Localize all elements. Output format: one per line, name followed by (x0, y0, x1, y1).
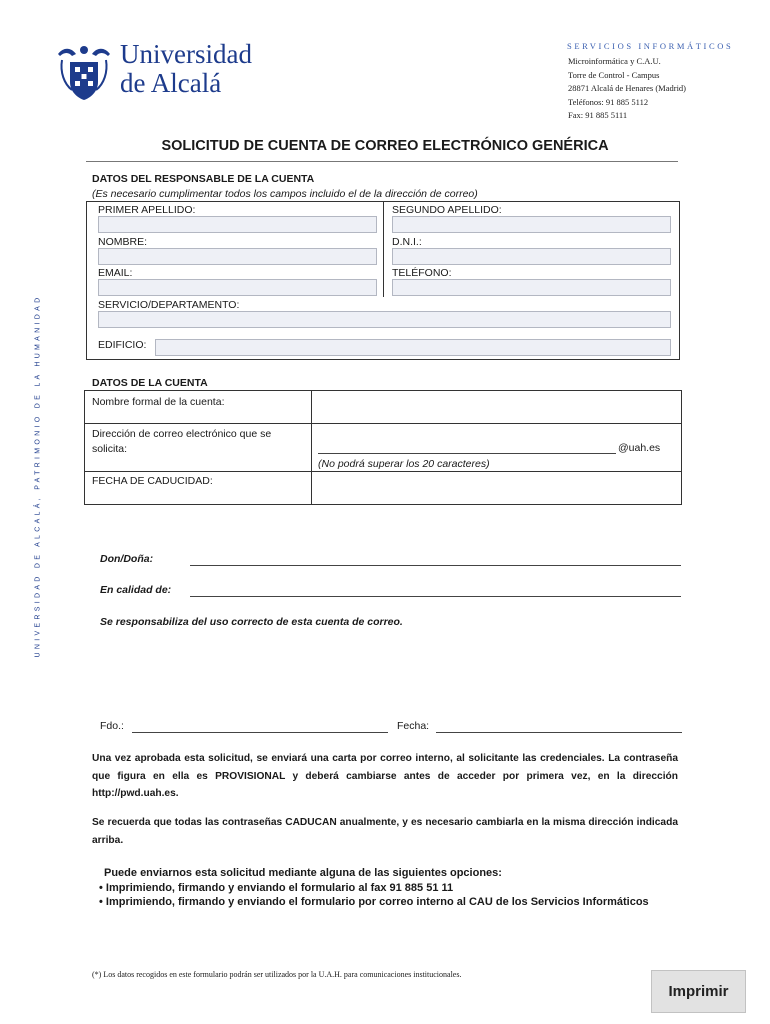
cuenta-row-divider (84, 471, 682, 472)
calidad-label: En calidad de: (100, 584, 172, 596)
responsable-note: (Es necesario cumplimentar todos los campos incluido el de la dirección de correo) (92, 188, 478, 200)
address-line: 28871 Alcalá de Henares (Madrid) (568, 83, 687, 94)
don-input[interactable] (190, 565, 681, 566)
edificio-label: EDIFICIO: (98, 339, 147, 351)
direccion-label-line: Dirección de correo electrónico que se (92, 428, 272, 440)
fecha-caducidad-input[interactable] (314, 474, 678, 501)
cuenta-row-divider (84, 423, 682, 424)
title-divider (86, 161, 678, 162)
university-name-line2: de Alcalá (120, 68, 222, 98)
responsable-heading: DATOS DEL RESPONSABLE DE LA CUENTA (92, 173, 315, 185)
form-title: SOLICITUD DE CUENTA DE CORREO ELECTRÓNICO GENÉRICA (161, 138, 609, 154)
address-line: Microinformática y C.A.U. (568, 56, 661, 66)
don-label: Don/Doña: (100, 553, 154, 565)
university-crest-icon (52, 40, 116, 104)
services-title: SERVICIOS INFORMÁTICOS (567, 41, 734, 51)
option-item: • Imprimiendo, firmando y enviando el formulario por correo interno al CAU de los Servicios Informáticos (99, 896, 649, 908)
direccion-label (92, 427, 271, 457)
direccion-label-line: solicita: (92, 443, 128, 455)
option-item: • Imprimiendo, firmando y enviando el formulario al fax 91 885 51 11 (99, 882, 454, 894)
info-paragraph-1: Una vez aprobada esta solicitud, se enviará una carta por correo interno, al solicitante las credenciales. La contraseña que figura en ella es PROVISIONAL y deberá cambiarse antes de acceder por primera vez, en la dirección http://pwd.uah.es. (92, 753, 678, 799)
cuenta-column-divider (311, 390, 312, 504)
footnote: (*) Los datos recogidos en este formulario podrán ser utilizados por la U.A.H. para comunicaciones institucionales. (92, 970, 462, 979)
options-intro: Puede enviarnos esta solicitud mediante alguna de las siguientes opciones: (104, 867, 502, 879)
fdo-input[interactable] (132, 732, 388, 733)
calidad-input[interactable] (190, 596, 681, 597)
nombre-label: NOMBRE: (98, 236, 148, 248)
segundo-apellido-label: SEGUNDO APELLIDO: (392, 204, 502, 216)
address-line: Fax: 91 885 5111 (568, 110, 628, 121)
address-block (568, 55, 686, 123)
column-divider (383, 201, 384, 297)
telefono-input[interactable] (392, 279, 671, 296)
nombre-formal-input[interactable] (314, 393, 678, 421)
fdo-label: Fdo.: (100, 720, 124, 732)
cuenta-heading: DATOS DE LA CUENTA (92, 377, 208, 389)
university-name-line1: Universidad (120, 39, 252, 69)
servicio-label: SERVICIO/DEPARTAMENTO: (98, 299, 240, 311)
info-paragraph-2: Se recuerda que todas las contraseñas CADUCAN anualmente, y es necesario cambiarla en la misma dirección indicada arriba. (92, 817, 678, 846)
primer-apellido-input[interactable] (98, 216, 377, 233)
dni-label: D.N.I.: (392, 236, 422, 248)
email-label: EMAIL: (98, 267, 133, 279)
address-line: Torre de Control - Campus (568, 69, 660, 80)
responsabiliza-text: Se responsabiliza del uso correcto de esta cuenta de correo. (100, 616, 403, 628)
telefono-label: TELÉFONO: (392, 267, 452, 279)
fecha-label: Fecha: (397, 720, 430, 732)
primer-apellido-label: PRIMER APELLIDO: (98, 204, 196, 216)
nombre-input[interactable] (98, 248, 377, 265)
limit-note: (No podrá superar los 20 caracteres) (318, 458, 490, 470)
fecha-caducidad-label: FECHA DE CADUCIDAD: (92, 475, 213, 487)
fecha-input[interactable] (436, 732, 682, 733)
vertical-heritage-text: UNIVERSIDAD DE ALCALÁ, PATRIMONIO DE LA HUMANIDAD (34, 294, 42, 658)
segundo-apellido-input[interactable] (392, 216, 671, 233)
dni-input[interactable] (392, 248, 671, 265)
servicio-input[interactable] (98, 311, 671, 328)
print-button[interactable]: Imprimir (651, 970, 746, 1013)
direccion-input[interactable] (318, 453, 616, 454)
address-line: Teléfonos: 91 885 5112 (568, 96, 649, 107)
university-name (120, 40, 252, 98)
nombre-formal-label: Nombre formal de la cuenta: (92, 396, 225, 408)
domain-suffix: @uah.es (618, 442, 661, 454)
edificio-input[interactable] (155, 339, 671, 356)
email-input[interactable] (98, 279, 377, 296)
